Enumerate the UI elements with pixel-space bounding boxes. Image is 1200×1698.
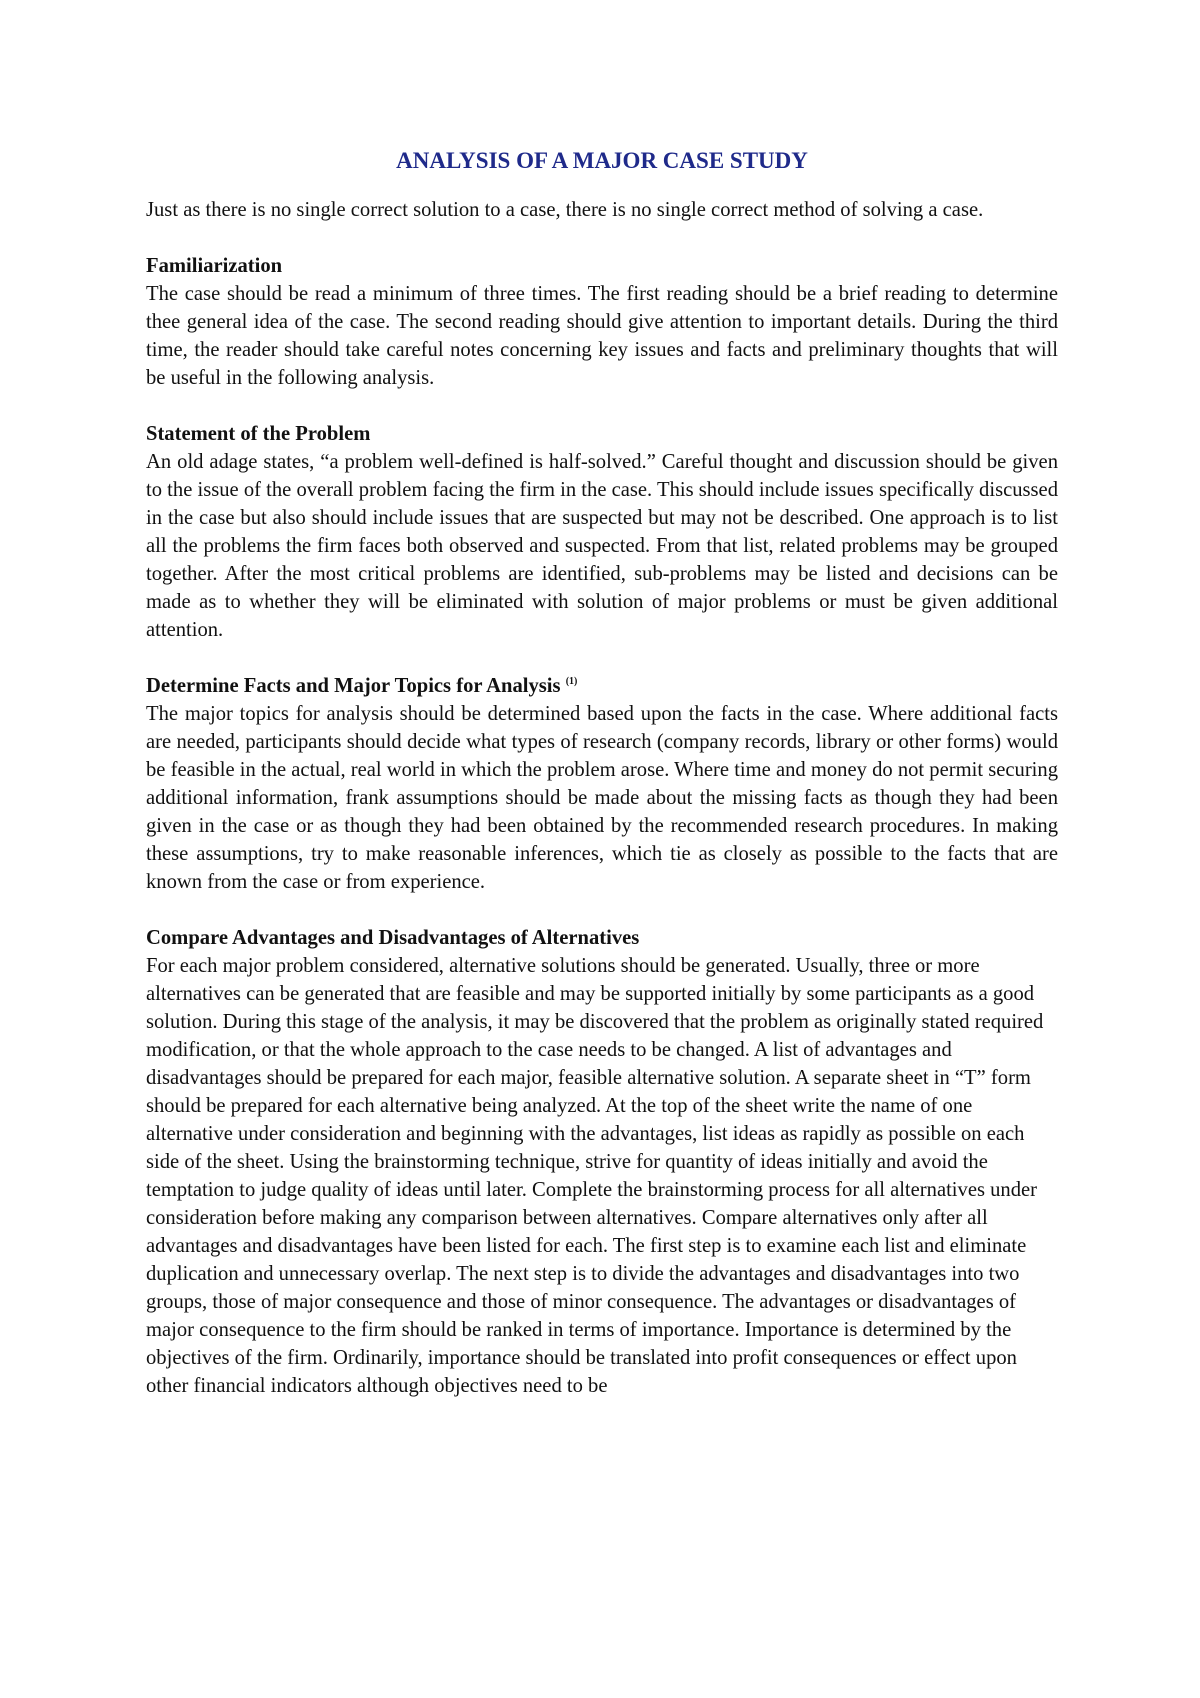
document-title: ANALYSIS OF A MAJOR CASE STUDY bbox=[396, 148, 808, 173]
section-heading: Familiarization bbox=[146, 255, 283, 277]
section-body: An old adage states, “a problem well-defined is half-solved.” Careful thought and discussion should be given to the issue of the overall problem facing the firm in the case. This should include issues specifically discussed in the case but also should include issues that are suspected but may not be described. One approach is to list all the problems the firm faces both observed and suspected. From that list, related problems may be grouped together. After the most critical problems are identified, sub-problems may be listed and decisions can be made as to whether they will be eliminated with solution of major problems or must be given additional attention. bbox=[146, 451, 1058, 641]
section-body: The case should be read a minimum of three times. The first reading should be a brief reading to determine thee general idea of the case. The second reading should give attention to important details. During the third time, the reader should take careful notes concerning key issues and facts and preliminary thoughts that will be useful in the following analysis. bbox=[146, 283, 1058, 389]
footnote-marker: (1) bbox=[565, 676, 578, 688]
section-heading: Statement of the Problem bbox=[146, 423, 371, 445]
section-familiarization bbox=[146, 252, 1058, 392]
section-body: For each major problem considered, alternative solutions should be generated. Usually, three or more alternatives can be generated that are feasible and may be supported initially by some participants as a good solution. During this stage of the analysis, it may be discovered that the problem as originally stated required modification, or that the whole approach to the case needs to be changed. A list of advantages and disadvantages should be prepared for each major, feasible alternative solution. A separate sheet in “T” form should be prepared for each alternative being analyzed. At the top of the sheet write the name of one alternative under consideration and beginning with the advantages, list ideas as rapidly as possible on each side of the sheet. Using the brainstorming technique, strive for quantity of ideas initially and avoid the temptation to judge quality of ideas until later. Complete the brainstorming process for all alternatives under consideration before making any comparison between alternatives. Compare alternatives only after all advantages and disadvantages have been listed for each. The first step is to examine each list and eliminate duplication and unnecessary overlap. The next step is to divide the advantages and disadvantages into two groups, those of major consequence and those of minor consequence. The advantages or disadvantages of major consequence to the firm should be ranked in terms of importance. Importance is determined by the objectives of the firm. Ordinarily, importance should be translated into profit consequences or effect upon other financial indicators although objectives need to be bbox=[146, 955, 1044, 1397]
section-heading: Determine Facts and Major Topics for Analysis bbox=[146, 675, 561, 697]
section-compare-alternatives bbox=[146, 924, 1058, 1400]
section-body: The major topics for analysis should be determined based upon the facts in the case. Where additional facts are needed, participants should decide what types of research (company records, library or other forms) would be feasible in the actual, real world in which the problem arose. Where time and money do not permit securing additional information, frank assumptions should be made about the missing facts as though they had been given in the case or as though they had been obtained by the recommended research procedures. In making these assumptions, try to make reasonable inferences, which tie as closely as possible to the facts that are known from the case or from experience. bbox=[146, 703, 1058, 893]
section-statement-of-problem bbox=[146, 420, 1058, 644]
section-determine-facts bbox=[146, 672, 1058, 896]
section-heading: Compare Advantages and Disadvantages of Alternatives bbox=[146, 927, 640, 949]
section-heading-wrapper bbox=[146, 672, 1058, 700]
document-page bbox=[146, 146, 1058, 1428]
intro-paragraph: Just as there is no single correct solution to a case, there is no single correct method of solving a case. bbox=[146, 199, 984, 221]
